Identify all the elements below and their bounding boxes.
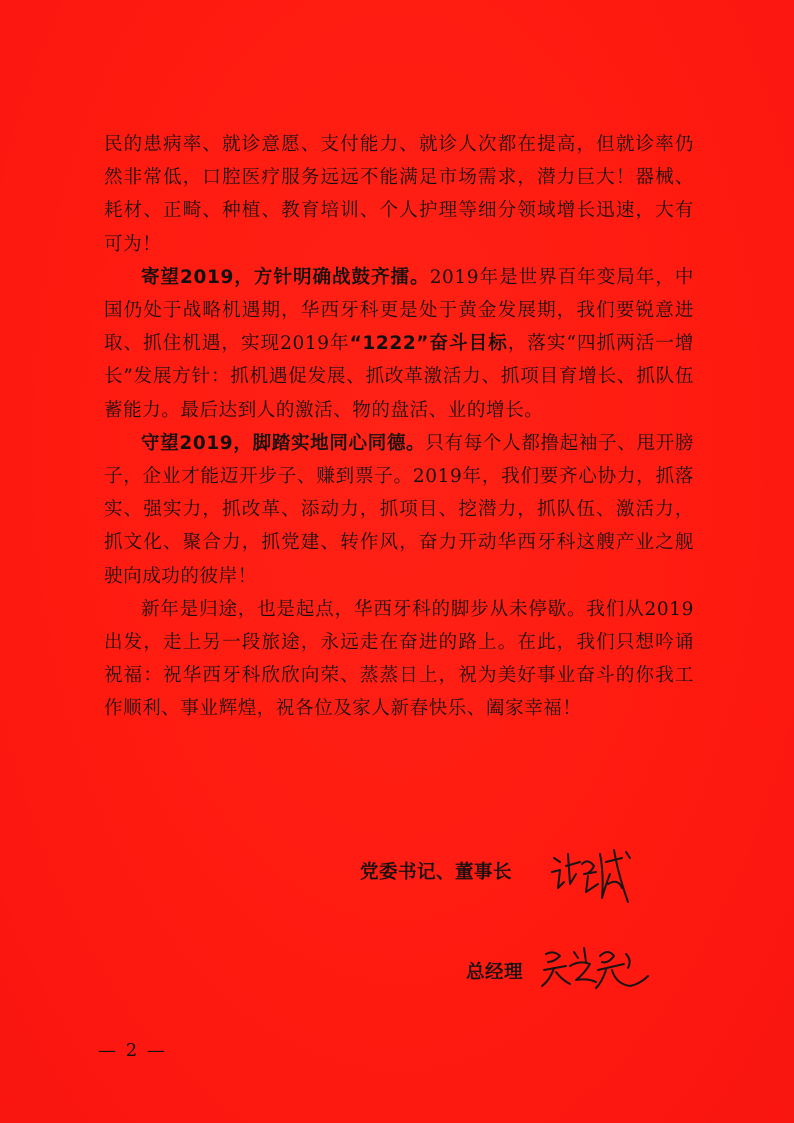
paragraph — [104, 261, 694, 427]
paragraph-text: 只有每个人都撸起袖子、甩开膀子，企业才能迈开步子、赚到票子。2019年，我们要齐心协力，抓落实、强实力，抓改革、添动力，抓项目、挖潜力，抓队伍、激活力，抓文化、聚合力，抓党建、转作风，奋力开动华西牙科这艘产业之舰驶向成功的彼岸！ — [104, 432, 694, 587]
paragraph-text: 民的患病率、就诊意愿、支付能力、就诊人次都在提高，但就诊率仍然非常低，口腔医疗服务远远不能满足市场需求，潜力巨大！器械、耗材、正畸、种植、教育培训、个人护理等细分领域增长迅速，大有可为！ — [104, 134, 694, 255]
chairman-signature — [548, 844, 638, 910]
bold-heading-text: 寄望2019，方针明确战鼓齐擂。 — [141, 266, 430, 288]
bold-heading-text: “1222”奋斗目标 — [349, 333, 508, 355]
letter-body — [104, 128, 694, 726]
paragraph — [104, 593, 694, 726]
general-manager-signature — [540, 944, 652, 992]
paragraph-text: ，落实“四抓两活一增长”发展方针：抓机遇促发展、抓改革激活力、抓项目育增长、抓队伍蓄能力。最后达到人的激活、物的盘活、业的增长。 — [104, 333, 694, 421]
general-manager-title: 总经理 — [466, 962, 524, 983]
paragraph — [104, 427, 694, 593]
paragraph — [104, 128, 694, 261]
paragraph-text: 2019年是世界百年变局年，中国仍处于战略机遇期，华西牙科更是处于黄金发展期，我们要锐意进取、抓住机遇，实现2019年 — [104, 266, 694, 355]
secretary-chairman-title: 党委书记、董事长 — [360, 862, 513, 883]
bold-heading-text: 守望2019，脚踏实地同心同德。 — [141, 432, 426, 454]
paragraph-text: 新年是归途，也是起点，华西牙科的脚步从未停歇。我们从2019出发，走上另一段旅途，永远走在奋进的路上。在此，我们只想吟诵祝福：祝华西牙科欣欣向荣、蒸蒸日上，祝为美好事业奋斗的你我工作顺利、事业辉煌，祝各位及家人新春快乐、阖家幸福！ — [104, 598, 694, 720]
page-number: — 2 — — [98, 1040, 167, 1061]
